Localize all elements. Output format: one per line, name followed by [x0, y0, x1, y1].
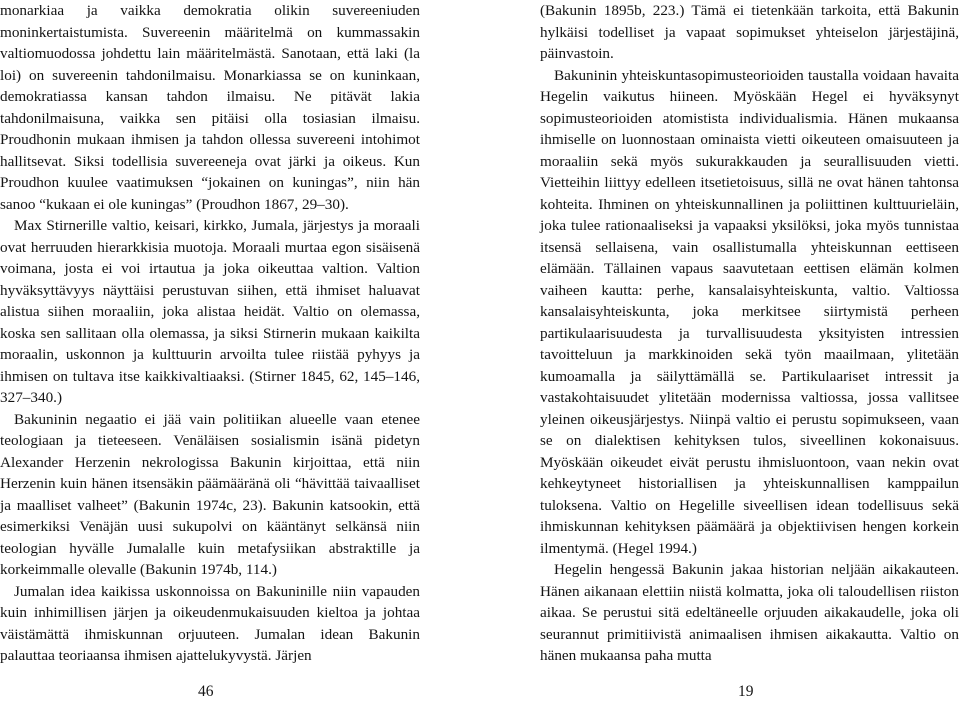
paragraph: monarkiaa ja vaikka demokratia olikin suvereeniuden moninkertaistumista. Suvereenin määritelmä on kummassakin valtiomuodossa johdettu lain määritelmästä. Sanotaan, että laki (la loi) on suvereenin tahdonilmaisu. Monarkiassa se on kuninkaan, demokratiassa kansan tahdon ilmaisu. Ne pitävät lakia tahdonilmaisuna, vaikka sen pitäisi olla tosiasian ilmaisu. Proudhonin mukaan ihmisen ja tahdon ollessa suvereeni intohimot hallitsevat. Siksi todellisia suvereeneja ovat järki ja oikeus. Kun Proudhon kuulee vaatimuksen “jokainen on kuningas”, niin hän sanoo “kukaan ei ole kuningas” (Proudhon 1867, 29–30). [0, 2, 420, 213]
paragraph: Jumalan idea kaikissa uskonnoissa on Bakuninille niin vapauden kuin inhimillisen järjen ja oikeudenmukaisuuden kieltoa ja johtaa väistämättä ihmiskunnan orjuuteen. Jumalan idean Bakunin palauttaa teoriaansa ihmisen ajattelukyvystä. Järjen [0, 582, 420, 664]
page-number-left: 46 [198, 683, 214, 700]
left-text-column [0, 0, 420, 667]
paragraph: (Bakunin 1895b, 223.) Tämä ei tietenkään tarkoita, että Bakunin hylkäisi todelliset ja vapaat sopimukset yhteiselon järjestäjinä, päinvastoin. [540, 2, 959, 62]
page-number-right: 19 [738, 683, 754, 700]
paragraph: Bakuninin yhteiskuntasopimusteorioiden taustalla voidaan havaita Hegelin vaikutus hiineen. Myöskään Hegel ei hyväksynyt sopimusteorioiden atomistista individualismia. Hänen mukaansa ihmiselle on luonnostaan ominaista vietti oikeuteen omaisuuteen ja moraaliin sekä myös sukurakkauden ja seurallisuuden vietti. Vietteihin liittyy edelleen itsetietoisuus, sillä ne ovat hänen tahtonsa kohteita. Ihminen on yhteiskunnallinen ja poliittinen kulttuurieläin, joka tulee rationaaliseksi ja vapaaksi yksilöksi, joka myös tunnistaa itsensä sellaisena, vain osallistumalla yhteiskunnan eettiseen elämään. Tällainen vapaus saavutetaan eettisen elämän kolmen vaiheen kautta: perhe, kansalaisyhteiskunta, valtio. Valtiossa kansalaisyhteiskunta, joka merkitsee siirtymistä perheen partikulaarisuudesta ja turvallisuudesta yksityisten intressien tavoitteluun ja markkinoiden sekä työn maailmaan, ylitetään kumoamalla ja säilyttämällä se. Partikulaariset intressit ja vastakohtaisuudet ylitetään modernissa valtiossa, jossa vallitsee yleinen oikeusjärjestys. Niinpä valtio ei perustu sopimukseen, vaan se on dialektisen kehityksen tulos, siveellinen kokonaisuus. Myöskään oikeudet eivät perustu ihmisluontoon, vaan nekin ovat kehkeytyneet historiallisen ja yhteiskunnallisen kamppailun tuloksena. Valtio on Hegelille siveellisen idean todellisuus sekä ihmiskunnan kehityksen päämäärä ja objektiivisen hengen korkein ilmentymä. (Hegel 1994.) [540, 66, 959, 557]
paragraph: Bakuninin negaatio ei jää vain politiikan alueelle vaan etenee teologiaan ja tieteeseen. Venäläisen sosialismin isänä pidetyn Alexander Herzenin nekrologissa Bakunin kirjoittaa, että niin Herzenin kuin hänen itsensäkin päämääränä oli “hävittää taivaalliset ja maalliset valheet” (Bakunin 1974c, 23). Bakunin katsookin, että esimerkiksi Venäjän uusi sukupolvi on kääntänyt selkänsä niin teologian hyvälle Jumalalle kuin metafysiikan abstraktille ja korkeimmalle olevalle (Bakunin 1974b, 114.) [0, 410, 420, 578]
right-text-column [540, 0, 959, 667]
paragraph: Hegelin hengessä Bakunin jakaa historian neljään aikakauteen. Hänen aikanaan elettiin niistä kolmatta, joka oli taloudellisen riiston aikaa. Se perustui sitä edeltäneelle orjuuden aikakaudelle, joka oli seurannut primitiivistä animaalisen ihmisen aikakautta. Valtio on hänen mukaansa paha mutta [540, 561, 959, 664]
paragraph: Max Stirnerille valtio, keisari, kirkko, Jumala, järjestys ja moraali ovat herruuden hierarkkisia muotoja. Moraali murtaa egon sisäisenä voimana, josta ei voi irtautua ja joka oikeuttaa valtion. Valtion hyväksyttävyys näyttäisi perustuvan siihen, että ihmiset haluavat alistua siihen moraaliin, joka alistaa heidät. Valtio on olemassa, koska sen sallitaan olla olemassa, ja siksi Stirnerin mukaan kaikilta moraalin, uskonnon ja kulttuurin arvoilta tulee riistää pyhyys ja ihmisen on tultava itse kaikkivaltiaaksi. (Stirner 1845, 62, 145–146, 327–340.) [0, 217, 420, 406]
